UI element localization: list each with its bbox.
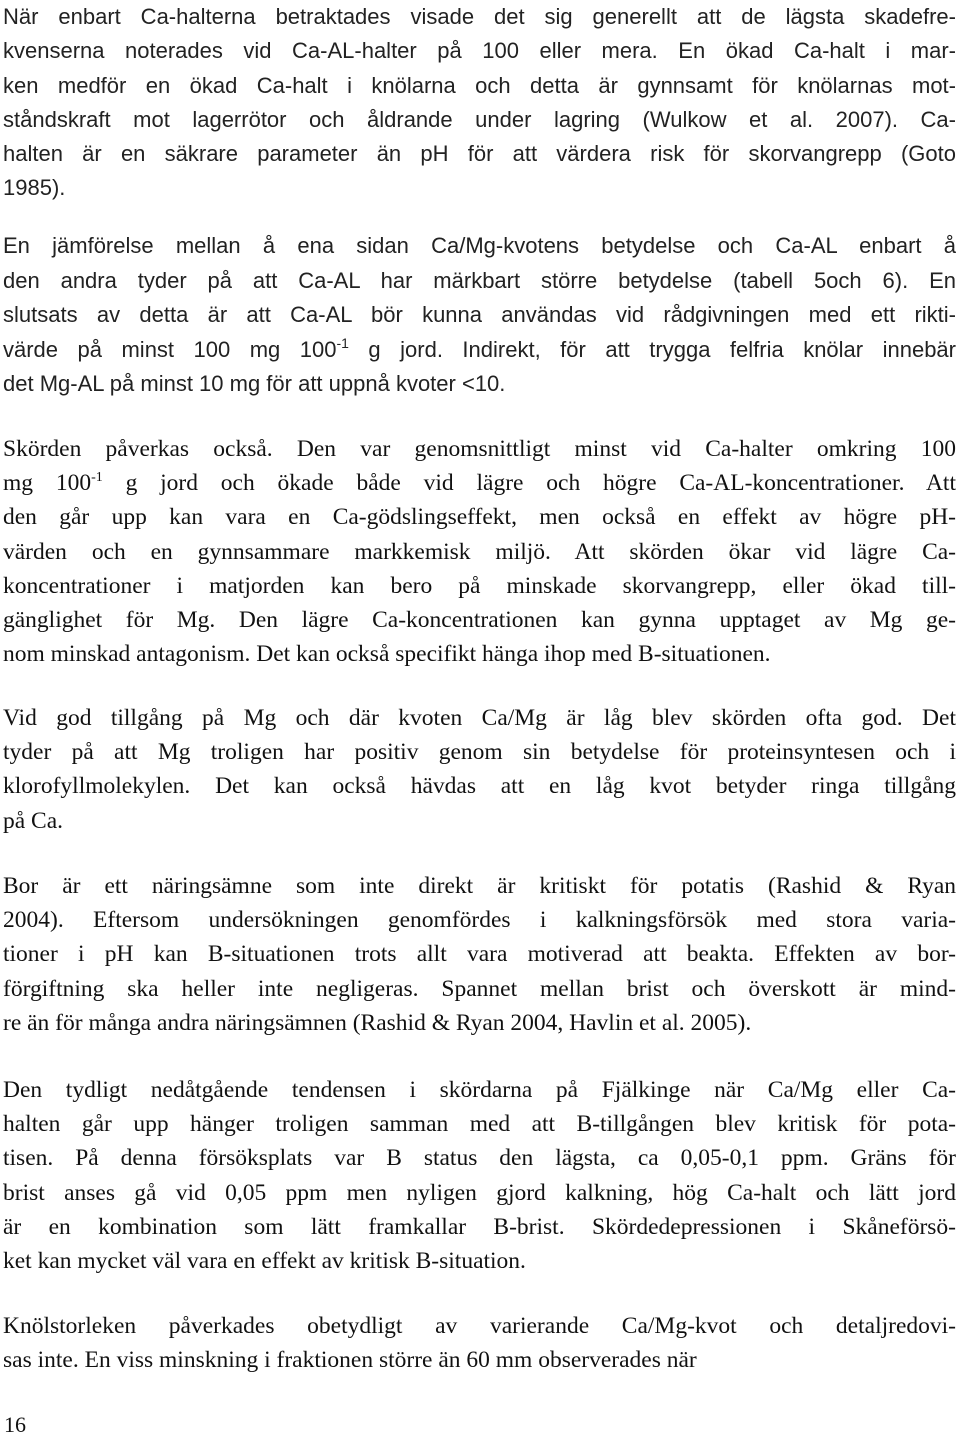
text-line: brist anses gå vid 0,05 ppm men nyligen gjord kalkning, hög Ca-halt och lätt jord	[3, 1179, 956, 1206]
text-line: tyder på att Mg troligen har positiv genom sin betydelse för proteinsyntesen och i	[3, 739, 956, 766]
text-line: re än för många andra näringsämnen (Rashid & Ryan 2004, Havlin et al. 2005).	[3, 1009, 752, 1036]
paragraph-ca-mg-comparison	[3, 229, 956, 402]
text-line	[3, 333, 956, 368]
text-line: kvenserna noterades vid Ca-AL-halter på 100 eller mera. En ökad Ca-halt i mar-	[3, 38, 956, 64]
text-line: nom minskad antagonism. Det kan också specifikt hänga ihop med B-situationen.	[3, 641, 771, 668]
text-line: En jämförelse mellan å ena sidan Ca/Mg-kvotens betydelse och Ca-AL enbart å	[3, 233, 956, 258]
text-line: 1985).	[3, 175, 66, 201]
text-line: Den tydligt nedåtgående tendensen i skördarna på Fjälkinge när Ca/Mg eller Ca-	[3, 1077, 956, 1103]
text-line: 2004). Eftersom undersökningen genomfördes i kalkningsförsök med stora varia-	[3, 907, 956, 934]
text-segment: mg 100	[3, 470, 92, 497]
superscript-exponent: -1	[91, 470, 103, 486]
text-line: förgiftning ska heller inte negligeras. Spannet mellan brist och överskott är mind-	[3, 975, 956, 1002]
text-line: på Ca.	[3, 807, 64, 834]
text-line: tisen. På denna försöksplats var B status den lägsta, ca 0,05-0,1 ppm. Gräns för	[3, 1145, 956, 1172]
text-line: den går upp kan vara en Ca-gödslingseffekt, men också en effekt av högre pH-	[3, 504, 956, 531]
text-line: det Mg-AL på minst 10 mg för att uppnå kvoter <10.	[3, 371, 506, 397]
text-line: halten går upp hänger troligen samman med att B-tillgången blev kritisk för pota-	[3, 1111, 956, 1138]
paragraph-yield-effects	[3, 432, 956, 671]
text-line: är en kombination som lätt framkallar B-brist. Skördedepressionen i Skåneförsö-	[3, 1213, 956, 1240]
text-line	[3, 466, 956, 500]
text-line: ståndskraft mot lagerrötor och åldrande under lagring (Wulkow et al. 2007). Ca-	[3, 106, 956, 132]
paragraph-calcium-levels	[3, 0, 956, 206]
text-line: klorofyllmolekylen. Det kan också hävdas att en låg kvot betyder ringa tillgång	[3, 773, 956, 800]
paragraph-fjalkinge-trend	[3, 1073, 956, 1278]
text-line: sas inte. En viss minskning i fraktionen större än 60 mm observerades när	[3, 1347, 697, 1374]
text-segment: värde på minst 100 mg 100	[3, 336, 337, 362]
text-line: halten är en säkrare parameter än pH för att värdera risk för skorvangrepp (Goto	[3, 141, 956, 167]
text-line: När enbart Ca-halterna betraktades visade det sig generellt att de lägsta skadefre-	[3, 4, 956, 29]
text-line: värden och en gynnsammare markkemisk miljö. Att skörden ökar vid lägre Ca-	[3, 538, 956, 565]
text-line: den andra tyder på att Ca-AL har märkbart större betydelse (tabell 5och 6). En	[3, 267, 956, 293]
text-line: koncentrationer i matjorden kan bero på minskade skorvangrepp, eller ökad till-	[3, 572, 956, 599]
paragraph-tuber-size	[3, 1309, 956, 1377]
text-line: Knölstorleken påverkades obetydligt av varierande Ca/Mg-kvot och detaljredovi-	[3, 1313, 956, 1339]
text-line: ket kan mycket väl vara en effekt av kritisk B-situation.	[3, 1248, 526, 1275]
page-number: 16	[4, 1412, 26, 1437]
text-line: tioner i pH kan B-situationen trots allt vara motiverad att beakta. Effekten av bor-	[3, 941, 956, 968]
text-line: Vid god tillgång på Mg och där kvoten Ca/Mg är låg blev skörden ofta god. Det	[3, 705, 956, 731]
paragraph-magnesium-supply	[3, 701, 956, 838]
text-segment: g jord och ökade både vid lägre och högre Ca-AL-koncentrationer. Att	[102, 470, 956, 497]
text-line: ken medför en ökad Ca-halt i knölarna och detta är gynnsamt för knölarnas mot-	[3, 72, 956, 98]
text-line: Bor är ett näringsämne som inte direkt är kritiskt för potatis (Rashid & Ryan	[3, 873, 956, 899]
text-segment: g jord. Indirekt, för att trygga felfria knölar innebär	[348, 336, 956, 362]
superscript-exponent: -1	[336, 334, 349, 351]
paragraph-boron	[3, 869, 956, 1040]
text-line: Skörden påverkas också. Den var genomsnittligt minst vid Ca-halter omkring 100	[3, 436, 956, 462]
text-line: gänglighet för Mg. Den lägre Ca-koncentrationen kan gynna upptaget av Mg ge-	[3, 607, 956, 634]
text-line: slutsats av detta är att Ca-AL bör kunna användas vid rådgivningen med ett rikti-	[3, 302, 956, 328]
